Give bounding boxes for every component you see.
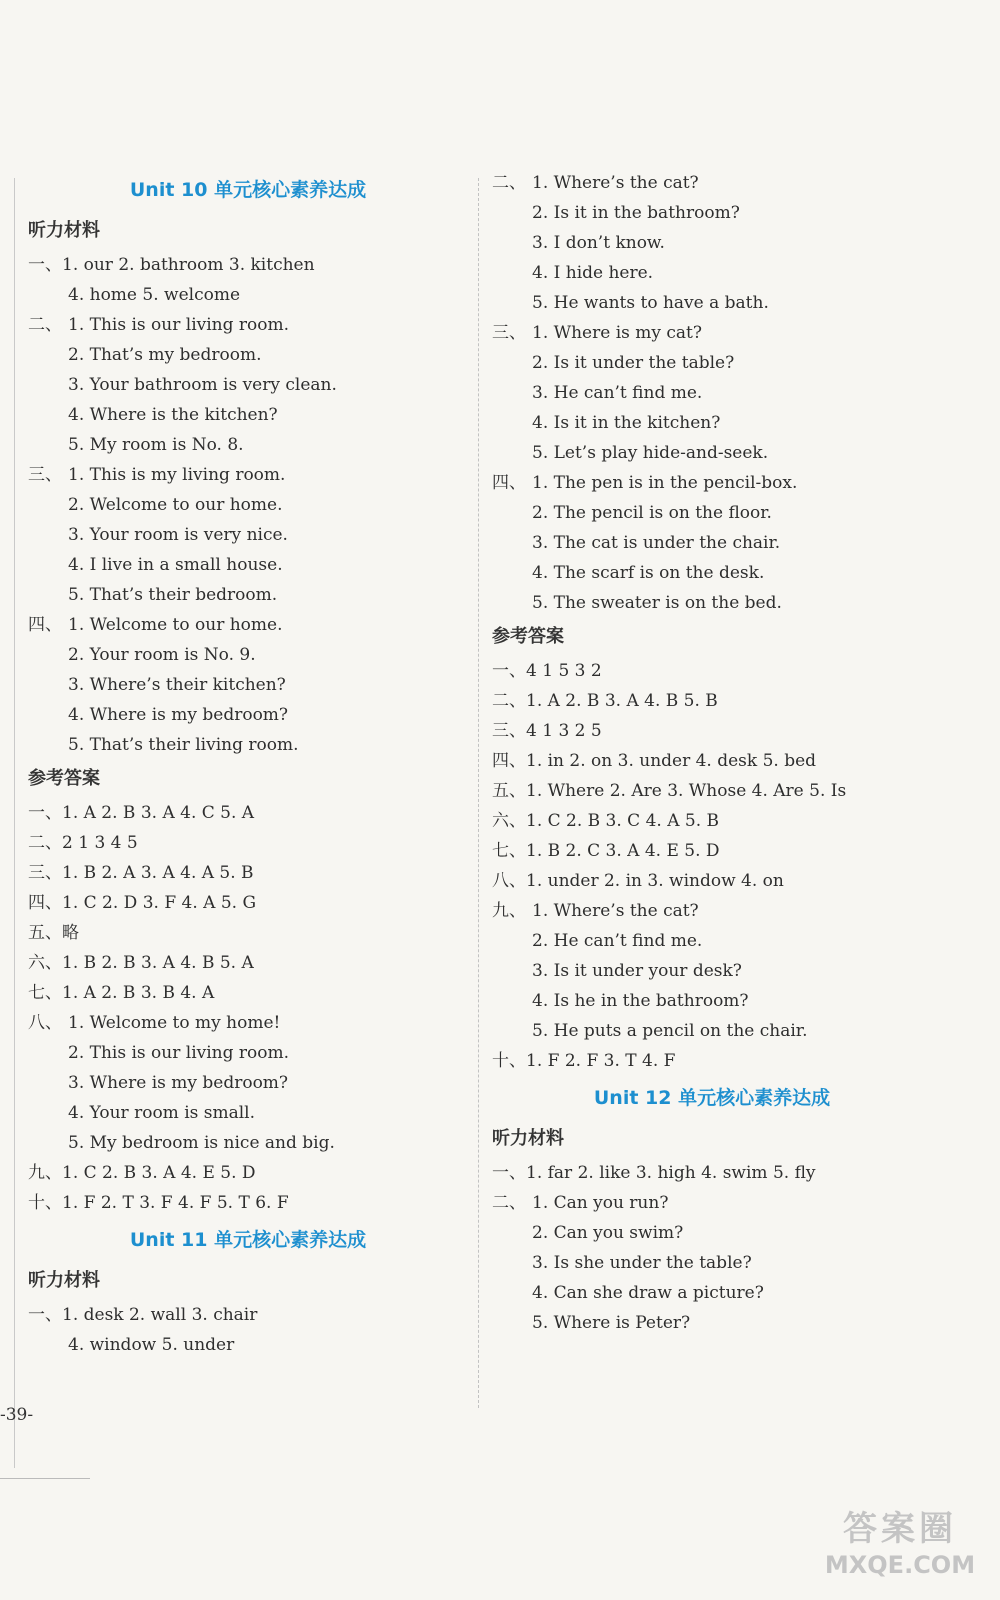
text-line: 九、1. C 2. B 3. A 4. E 5. D bbox=[28, 1163, 256, 1183]
text-line: 四、1. in 2. on 3. under 4. desk 5. bed bbox=[492, 751, 817, 771]
text-line: 3. I don’t know. bbox=[532, 233, 665, 253]
text-line: 七、1. B 2. C 3. A 4. E 5. D bbox=[492, 841, 720, 861]
text-line: 5. He puts a pencil on the chair. bbox=[532, 1021, 808, 1041]
text-line: 5. The sweater is on the bed. bbox=[532, 593, 782, 613]
listening-heading: 听力材料 bbox=[28, 1270, 100, 1291]
text-line: 一、1. A 2. B 3. A 4. C 5. A bbox=[28, 803, 255, 823]
text-line: 2. The pencil is on the floor. bbox=[532, 503, 772, 523]
text-line: 2. Your room is No. 9. bbox=[68, 645, 256, 665]
text-line: 4. Is he in the bathroom? bbox=[532, 991, 749, 1011]
text-line: 4. Is it in the kitchen? bbox=[532, 413, 721, 433]
section-marker: 二、 bbox=[492, 1193, 526, 1213]
section-marker: 九、 bbox=[492, 901, 526, 921]
text-line bbox=[492, 468, 932, 498]
left-column bbox=[28, 168, 468, 1360]
line-content: 1. Where’s the cat? bbox=[532, 173, 699, 193]
text-line bbox=[28, 310, 468, 340]
text-line: 2. Welcome to our home. bbox=[68, 495, 283, 515]
column-divider bbox=[478, 178, 479, 1408]
line-content: 1. The pen is in the pencil-box. bbox=[532, 473, 798, 493]
text-line: 2. That’s my bedroom. bbox=[68, 345, 262, 365]
text-line: 5. Let’s play hide-and-seek. bbox=[532, 443, 769, 463]
text-line: 4. Where is the kitchen? bbox=[68, 405, 278, 425]
text-line: 4. window 5. under bbox=[68, 1335, 235, 1355]
section-marker: 八、 bbox=[28, 1013, 62, 1033]
text-line: 一、4 1 5 3 2 bbox=[492, 661, 602, 681]
listening-heading: 听力材料 bbox=[492, 1128, 564, 1149]
text-line: 2. Is it in the bathroom? bbox=[532, 203, 740, 223]
line-content: 1. This is my living room. bbox=[68, 465, 286, 485]
text-line: 六、1. C 2. B 3. C 4. A 5. B bbox=[492, 811, 720, 831]
answers-heading: 参考答案 bbox=[492, 626, 564, 647]
unit-11-title: Unit 11 单元核心素养达成 bbox=[129, 1229, 367, 1251]
text-line: 2. He can’t find me. bbox=[532, 931, 703, 951]
line-content: 1. Can you run? bbox=[532, 1193, 669, 1213]
text-line: 七、1. A 2. B 3. B 4. A bbox=[28, 983, 215, 1003]
watermark-top-text: 答案圈 bbox=[843, 1509, 957, 1549]
text-line: 八、1. under 2. in 3. window 4. on bbox=[492, 871, 784, 891]
line-content: 1. Where is my cat? bbox=[532, 323, 702, 343]
text-line: 二、2 1 3 4 5 bbox=[28, 833, 138, 853]
text-line bbox=[492, 318, 932, 348]
page-number: -39- bbox=[0, 1405, 34, 1425]
text-line: 3. The cat is under the chair. bbox=[532, 533, 781, 553]
section-marker: 三、 bbox=[492, 323, 526, 343]
section-marker: 三、 bbox=[28, 465, 62, 485]
footer-rule bbox=[0, 1478, 90, 1479]
right-column bbox=[492, 168, 932, 1338]
answers-heading: 参考答案 bbox=[28, 768, 100, 789]
text-line: 2. Can you swim? bbox=[532, 1223, 684, 1243]
section-marker: 二、 bbox=[492, 173, 526, 193]
text-line: 5. He wants to have a bath. bbox=[532, 293, 769, 313]
text-line: 3. Your room is very nice. bbox=[68, 525, 288, 545]
text-line: 3. He can’t find me. bbox=[532, 383, 703, 403]
text-line: 4. Can she draw a picture? bbox=[532, 1283, 764, 1303]
section-marker: 二、 bbox=[28, 315, 62, 335]
line-content: 1. Welcome to our home. bbox=[68, 615, 283, 635]
text-line: 一、1. far 2. like 3. high 4. swim 5. fly bbox=[492, 1163, 816, 1183]
text-line: 5. That’s their living room. bbox=[68, 735, 299, 755]
text-line: 2. This is our living room. bbox=[68, 1043, 290, 1063]
watermark-bottom-text: MXQE.COM bbox=[824, 1551, 976, 1579]
text-line: 4. Where is my bedroom? bbox=[68, 705, 289, 725]
line-content: 1. This is our living room. bbox=[68, 315, 290, 335]
text-line: 一、1. our 2. bathroom 3. kitchen bbox=[28, 255, 315, 275]
section-marker: 四、 bbox=[492, 473, 526, 493]
text-line: 十、1. F 2. F 3. T 4. F bbox=[492, 1051, 676, 1071]
text-line: 三、4 1 3 2 5 bbox=[492, 721, 602, 741]
text-line: 3. Where is my bedroom? bbox=[68, 1073, 289, 1093]
unit-10-title: Unit 10 单元核心素养达成 bbox=[129, 179, 367, 201]
text-line bbox=[492, 1188, 932, 1218]
line-content: 1. Where’s the cat? bbox=[532, 901, 699, 921]
text-line: 4. The scarf is on the desk. bbox=[532, 563, 765, 583]
text-line bbox=[28, 610, 468, 640]
text-line: 二、1. A 2. B 3. A 4. B 5. B bbox=[492, 691, 718, 711]
text-line: 3. Where’s their kitchen? bbox=[68, 675, 286, 695]
text-line: 三、1. B 2. A 3. A 4. A 5. B bbox=[28, 863, 254, 883]
text-line: 五、1. Where 2. Are 3. Whose 4. Are 5. Is bbox=[492, 781, 847, 801]
text-line: 5. My room is No. 8. bbox=[68, 435, 244, 455]
text-line: 5. Where is Peter? bbox=[532, 1313, 691, 1333]
text-line: 十、1. F 2. T 3. F 4. F 5. T 6. F bbox=[28, 1193, 289, 1213]
text-line: 3. Is it under your desk? bbox=[532, 961, 742, 981]
text-line bbox=[492, 168, 932, 198]
text-line: 3. Your bathroom is very clean. bbox=[68, 375, 337, 395]
left-margin-rule bbox=[14, 178, 15, 1468]
text-line: 3. Is she under the table? bbox=[532, 1253, 752, 1273]
text-line: 5. That’s their bedroom. bbox=[68, 585, 278, 605]
text-line: 4. Your room is small. bbox=[68, 1103, 256, 1123]
text-line: 5. My bedroom is nice and big. bbox=[68, 1133, 335, 1153]
listening-heading: 听力材料 bbox=[28, 220, 100, 241]
text-line: 4. I live in a small house. bbox=[68, 555, 283, 575]
text-line: 六、1. B 2. B 3. A 4. B 5. A bbox=[28, 953, 254, 973]
text-line: 四、1. C 2. D 3. F 4. A 5. G bbox=[28, 893, 257, 913]
text-line: 一、1. desk 2. wall 3. chair bbox=[28, 1305, 258, 1325]
text-line bbox=[28, 460, 468, 490]
text-line: 4. home 5. welcome bbox=[68, 285, 241, 305]
text-line: 2. Is it under the table? bbox=[532, 353, 735, 373]
text-line: 五、略 bbox=[28, 923, 79, 943]
section-marker: 四、 bbox=[28, 615, 62, 635]
text-line bbox=[492, 896, 932, 926]
text-line bbox=[28, 1008, 468, 1038]
line-content: 1. Welcome to my home! bbox=[68, 1013, 281, 1033]
watermark-logo bbox=[810, 1508, 990, 1588]
text-line: 4. I hide here. bbox=[532, 263, 654, 283]
unit-12-title: Unit 12 单元核心素养达成 bbox=[593, 1087, 831, 1109]
